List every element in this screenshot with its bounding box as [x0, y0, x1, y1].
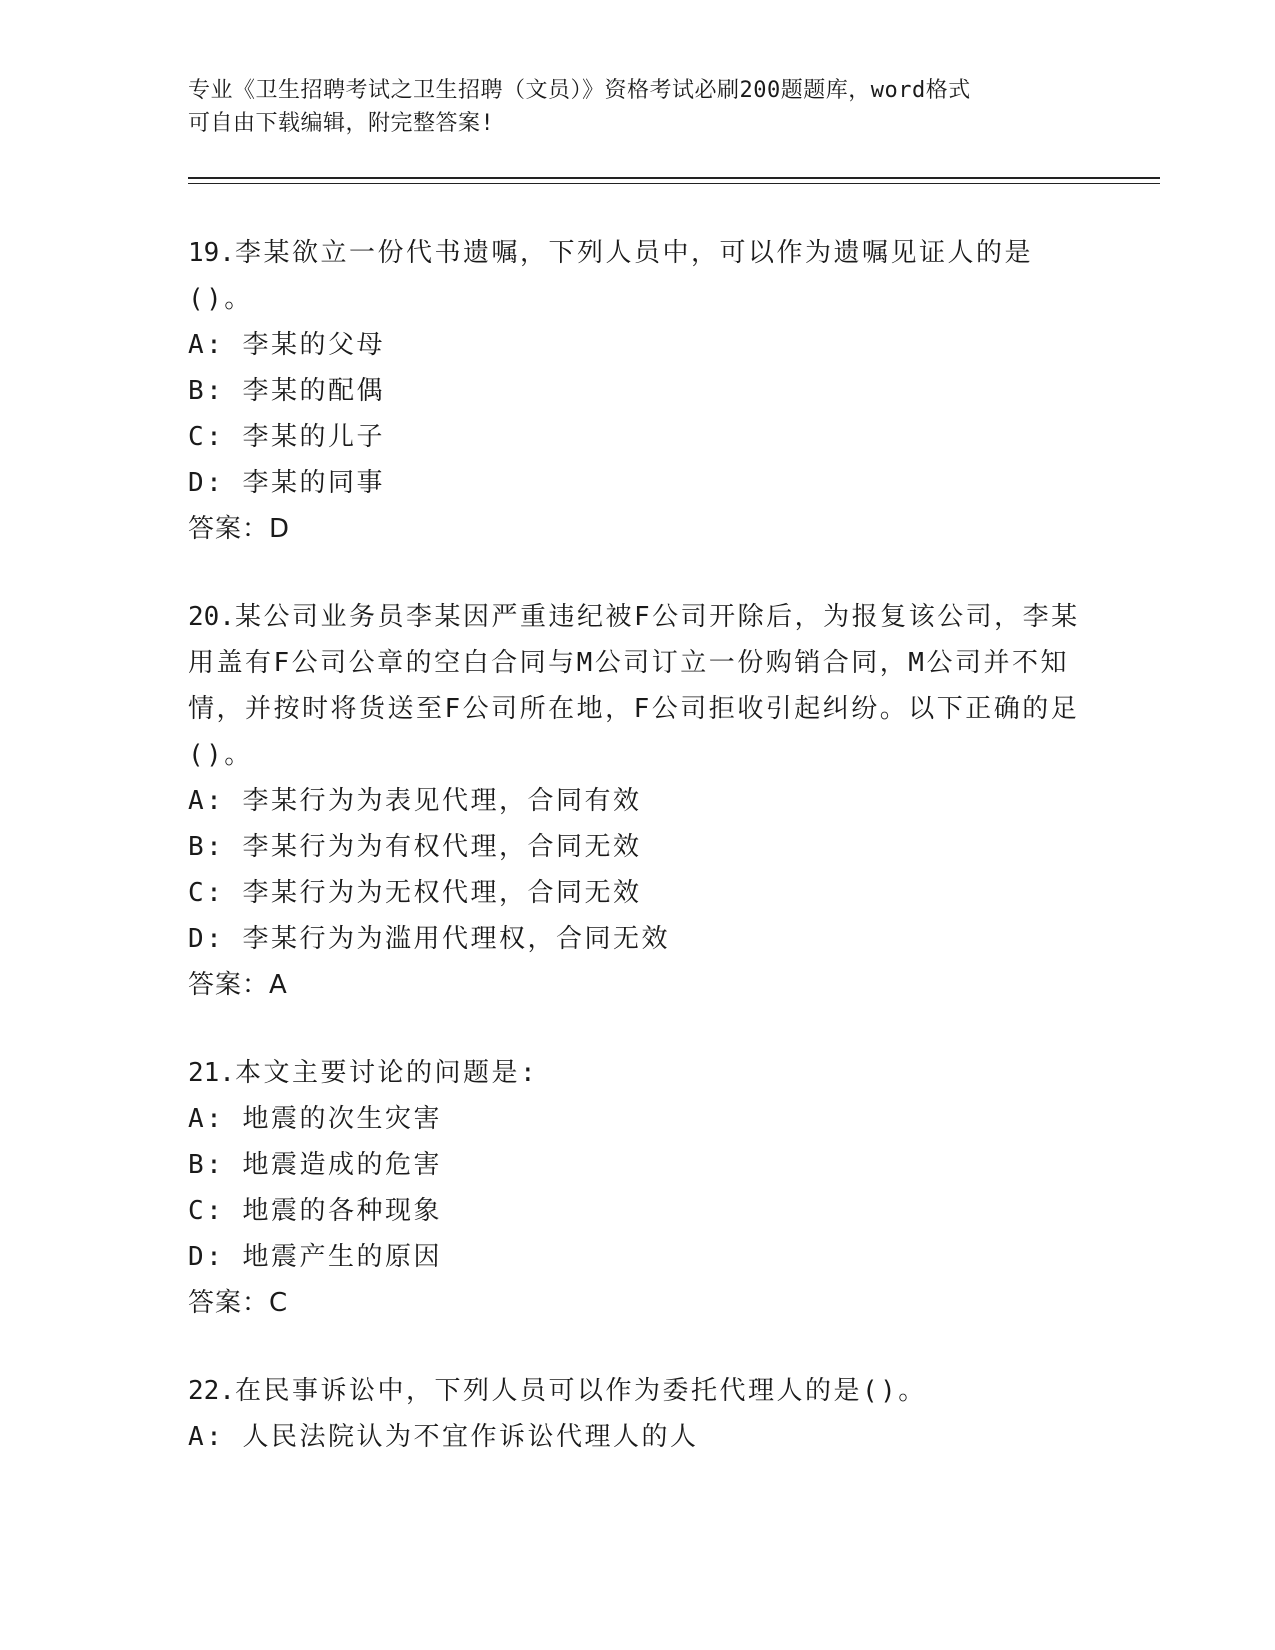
option-a: A: 地震的次生灾害	[188, 1104, 442, 1134]
answer-line: 答案：D	[188, 514, 291, 544]
option-a: A: 李某的父母	[188, 330, 385, 360]
question-text: 本文主要讨论的问题是:	[234, 1058, 539, 1088]
header-title-line1: 专业《卫生招聘考试之卫生招聘（文员）》资格考试必刷200题题库，word格式	[188, 78, 971, 103]
question-19	[188, 230, 1088, 552]
question-number: 19.	[188, 238, 235, 268]
option-a: A: 李某行为为表见代理，合同有效	[188, 786, 642, 816]
question-number: 21.	[188, 1058, 235, 1088]
answer-line: 答案：A	[188, 970, 288, 1000]
option-b: B: 李某行为为有权代理，合同无效	[188, 832, 642, 862]
option-c: C: 李某的儿子	[188, 422, 385, 452]
option-c: C: 李某行为为无权代理，合同无效	[188, 878, 642, 908]
option-b: B: 李某的配偶	[188, 376, 385, 406]
question-stem	[188, 1050, 1088, 1096]
question-number: 20.	[188, 602, 235, 632]
question-stem	[188, 1368, 1088, 1414]
document-header	[188, 74, 1088, 140]
question-21	[188, 1050, 1088, 1326]
option-b: B: 地震造成的危害	[188, 1150, 442, 1180]
question-list	[188, 230, 1088, 1502]
question-20	[188, 594, 1088, 1008]
question-number: 22.	[188, 1376, 235, 1406]
option-a: A: 人民法院认为不宜作诉讼代理人的人	[188, 1422, 699, 1452]
header-divider-thick	[188, 177, 1160, 179]
question-stem	[188, 594, 1088, 778]
question-text: 某公司业务员李某因严重违纪被F公司开除后，为报复该公司，李某用盖有F公司公章的空白合同与M公司订立一份购销合同，M公司并不知情，并按时将货送至F公司所在地，F公司拒收引起纠纷。以下正确的足()。	[188, 602, 1080, 770]
question-text: 李某欲立一份代书遗嘱，下列人员中，可以作为遗嘱见证人的是()。	[188, 238, 1033, 314]
question-22	[188, 1368, 1088, 1460]
question-text: 在民事诉讼中，下列人员可以作为委托代理人的是()。	[234, 1376, 927, 1406]
option-c: C: 地震的各种现象	[188, 1196, 442, 1226]
header-divider-thin	[188, 183, 1160, 184]
answer-line: 答案：C	[188, 1288, 289, 1318]
header-title-line2: 可自由下载编辑，附完整答案!	[188, 111, 495, 136]
option-d: D: 李某的同事	[188, 468, 385, 498]
question-stem	[188, 230, 1088, 322]
option-d: D: 李某行为为滥用代理权，合同无效	[188, 924, 670, 954]
option-d: D: 地震产生的原因	[188, 1242, 442, 1272]
